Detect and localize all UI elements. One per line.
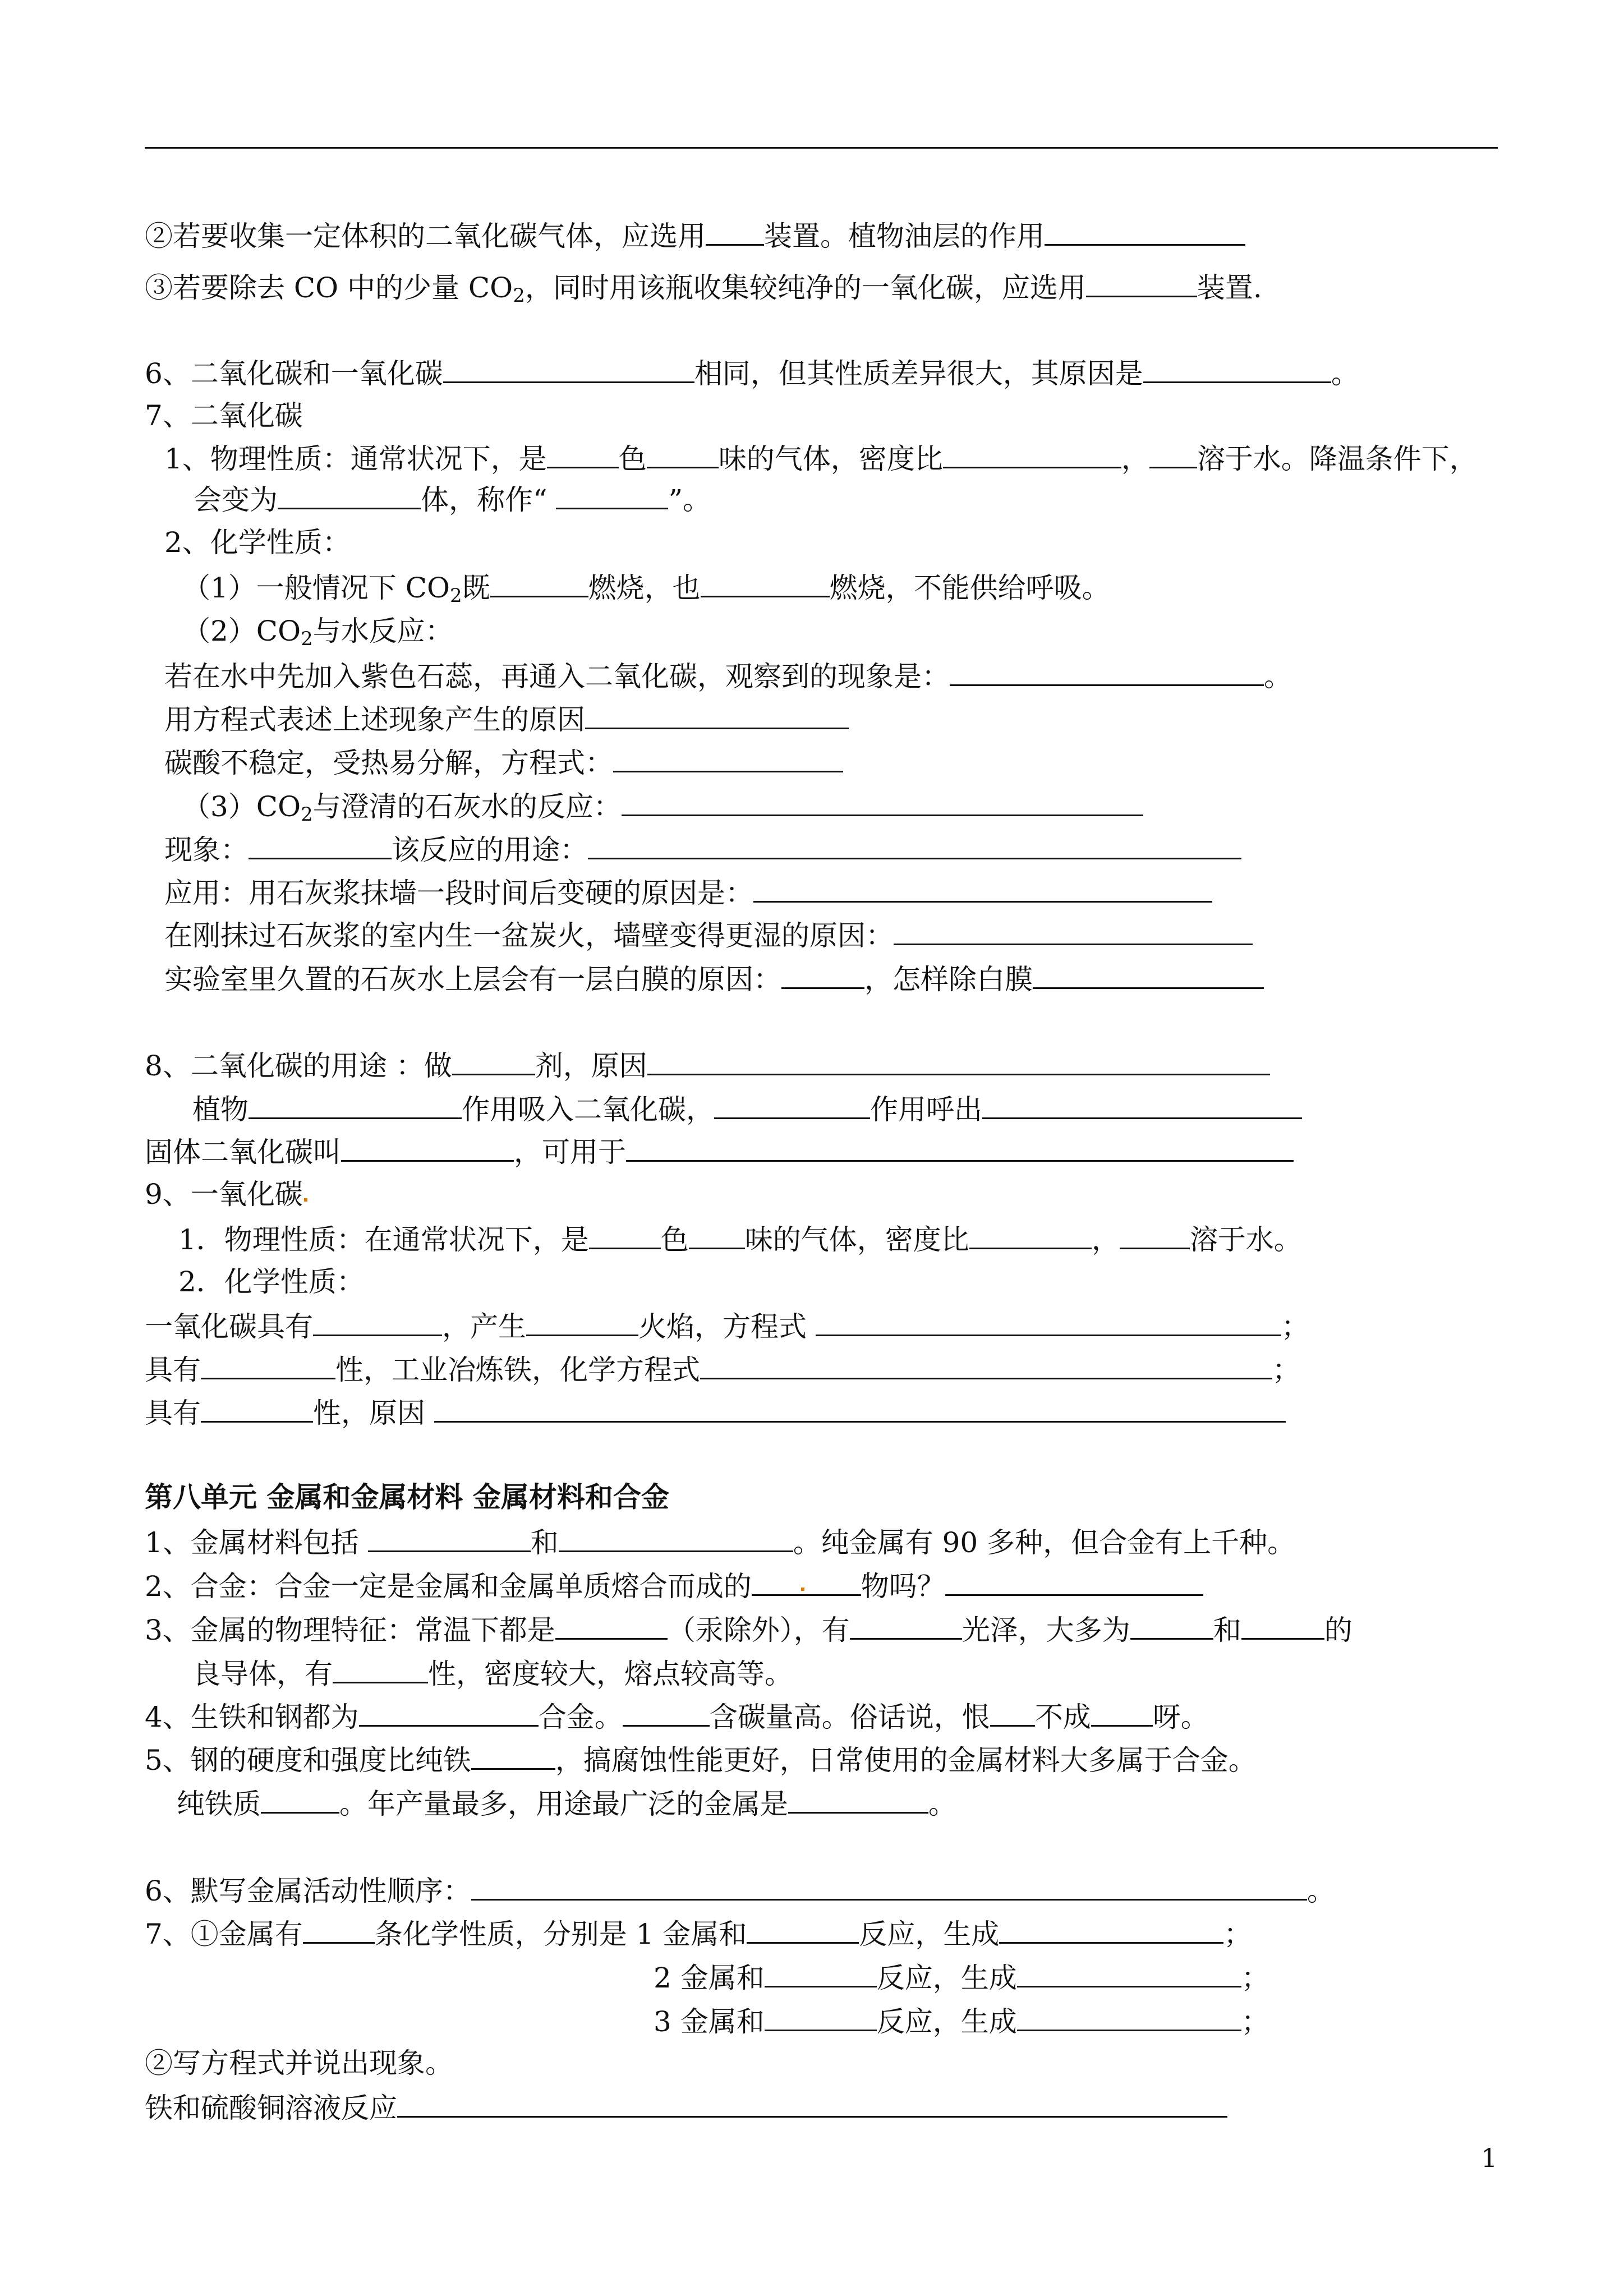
question-line <box>177 1783 956 1824</box>
answer-blank[interactable] <box>1045 215 1245 246</box>
answer-blank[interactable] <box>816 1305 1281 1336</box>
question-text: 若在水中先加入紫色石蕊，再通入二氧化碳，观察到的现象是： <box>164 660 950 693</box>
question-line <box>145 1131 1294 1172</box>
question-text: 和 <box>1213 1614 1241 1646</box>
question-text: ，同时用该瓶收集较纯净的一氧化碳，应选用 <box>525 272 1086 304</box>
question-line <box>145 1392 1286 1433</box>
question-text: 反应，生成 <box>876 2005 1017 2038</box>
question-text: 合金。 <box>538 1701 623 1733</box>
question-text: 性，原因 <box>313 1397 434 1429</box>
question-text: 的 <box>1324 1614 1352 1646</box>
question-line <box>192 1088 1302 1129</box>
question-line <box>145 1609 1352 1650</box>
question-text: 4、生铁和钢都为 <box>145 1701 359 1733</box>
question-text: 具有 <box>145 1354 201 1386</box>
answer-blank[interactable] <box>452 1045 535 1075</box>
answer-blank[interactable] <box>547 438 619 468</box>
answer-blank[interactable] <box>471 1870 1307 1901</box>
question-text: ②写方程式并说出现象。 <box>145 2047 453 2079</box>
question-line <box>145 1045 1270 1085</box>
answer-blank[interactable] <box>752 1565 861 1596</box>
header-rule <box>145 147 1498 149</box>
question-text: 含碳量高。俗话说，恨 <box>709 1701 990 1733</box>
answer-blank[interactable] <box>261 1783 339 1814</box>
question-text: ③若要除去 CO 中的少量 CO <box>145 272 513 304</box>
question-text: ； <box>1241 2005 1269 2038</box>
answer-blank[interactable] <box>1120 1218 1190 1249</box>
question-text: 7、二氧化碳 <box>145 399 303 432</box>
question-text: 。年产量最多，用途最广泛的金属是 <box>339 1788 788 1820</box>
question-line <box>164 742 843 783</box>
answer-blank[interactable] <box>303 1913 375 1944</box>
answer-blank[interactable] <box>368 1521 531 1552</box>
answer-blank[interactable] <box>647 1045 1270 1075</box>
question-text: 1．物理性质：在通常状况下，是 <box>178 1223 589 1256</box>
question-line <box>182 611 453 651</box>
answer-blank[interactable] <box>714 1088 870 1119</box>
question-text: 纯铁质 <box>177 1788 261 1820</box>
answer-blank[interactable] <box>969 1218 1092 1249</box>
subscript: 2 <box>301 803 313 826</box>
question-line <box>145 1739 1257 1780</box>
question-text: 6、默写金属活动性顺序： <box>145 1875 471 1907</box>
question-text: 具有 <box>145 1397 201 1429</box>
question-line <box>194 478 711 519</box>
answer-blank[interactable] <box>647 438 719 468</box>
question-text: 与水反应： <box>312 615 453 647</box>
question-line <box>145 1305 1309 1346</box>
question-text: 2、化学性质： <box>164 526 351 559</box>
question-line <box>164 655 1292 696</box>
answer-blank[interactable] <box>613 742 843 772</box>
answer-blank[interactable] <box>201 1349 335 1379</box>
question-text: 1、物理性质：通常状况下，是 <box>164 443 547 475</box>
question-text: 溶于水。 <box>1189 1223 1302 1256</box>
question-text: 固体二氧化碳叫 <box>145 1136 341 1168</box>
answer-blank[interactable] <box>555 1609 668 1640</box>
answer-blank[interactable] <box>850 1609 962 1640</box>
question-text: 燃烧，不能供给呼吸。 <box>829 572 1110 604</box>
subscript: 2 <box>449 585 462 607</box>
question-text: 味的气体，密度比 <box>744 1223 969 1256</box>
question-text: 燃烧，也 <box>588 572 701 604</box>
answer-blank[interactable] <box>706 215 764 246</box>
question-text: 性，工业冶炼铁，化学方程式 <box>335 1354 700 1386</box>
section-heading <box>145 396 303 435</box>
question-text: 7、①金属有 <box>145 1918 303 1950</box>
subscript: 2 <box>301 628 313 650</box>
answer-blank[interactable] <box>747 1913 859 1944</box>
question-text: 溶于水。降温条件下， <box>1197 443 1478 475</box>
question-text: 剂，原因 <box>535 1050 647 1082</box>
question-text: （汞除外），有 <box>667 1614 850 1646</box>
subscript: 2 <box>513 284 525 307</box>
question-text: 9、一氧化碳 <box>145 1178 303 1211</box>
answer-blank[interactable] <box>689 1218 745 1249</box>
answer-blank[interactable] <box>359 1696 539 1727</box>
answer-blank[interactable] <box>249 1088 462 1119</box>
question-text: 现象： <box>164 834 249 866</box>
answer-blank[interactable] <box>701 567 830 597</box>
answer-blank[interactable] <box>623 1696 710 1727</box>
answer-blank[interactable] <box>765 1957 877 1987</box>
question-text: 。 <box>1331 357 1359 390</box>
question-text: ，产生 <box>442 1310 526 1343</box>
question-text: ”。 <box>668 484 711 516</box>
question-text: 。纯金属有 90 多种，但合金有上千种。 <box>793 1526 1296 1559</box>
answer-blank[interactable] <box>765 2000 877 2031</box>
answer-blank[interactable] <box>943 438 1121 468</box>
answer-blank[interactable] <box>397 2087 1227 2118</box>
page-number: 1 <box>1481 2143 1498 2173</box>
answer-blank[interactable] <box>588 829 1241 859</box>
question-text: 8、二氧化碳的用途 ：做 <box>145 1050 452 1082</box>
answer-blank[interactable] <box>341 1131 514 1162</box>
answer-blank[interactable] <box>1033 958 1264 989</box>
question-line <box>164 914 1253 955</box>
question-text: 2．化学性质： <box>178 1266 365 1298</box>
question-text: ，怎样除白膜 <box>864 963 1033 996</box>
question-text: 反应，生成 <box>859 1918 1000 1950</box>
question-text: ； <box>1223 1918 1252 1950</box>
answer-blank[interactable] <box>894 914 1253 945</box>
question-text: ，可用于 <box>514 1136 626 1168</box>
answer-blank[interactable] <box>1241 1609 1324 1640</box>
question-text: 碳酸不稳定，受热易分解，方程式： <box>164 747 613 779</box>
question-line <box>145 266 1262 307</box>
question-line <box>145 1565 1203 1606</box>
answer-blank[interactable] <box>443 352 694 383</box>
question-text: ， <box>1091 1223 1120 1256</box>
unit-title: 第八单元 金属和金属材料 金属材料和合金 <box>145 1481 669 1513</box>
answer-blank[interactable] <box>526 1305 638 1336</box>
answer-blank[interactable] <box>622 785 1143 816</box>
answer-blank[interactable] <box>990 1696 1035 1727</box>
question-text: 良导体，有 <box>192 1658 333 1690</box>
question-text: 实验室里久置的石灰水上层会有一层白膜的原因： <box>164 963 781 996</box>
question-line <box>145 1913 1252 1954</box>
question-line <box>164 438 1478 478</box>
question-text: ②若要收集一定体积的二氧化碳气体，应选用 <box>145 220 706 252</box>
question-line <box>164 872 1212 913</box>
question-text: 6、二氧化碳和一氧化碳 <box>145 357 443 390</box>
answer-blank[interactable] <box>585 698 849 729</box>
answer-blank[interactable] <box>1017 2000 1241 2031</box>
question-line <box>145 2044 453 2083</box>
answer-blank[interactable] <box>313 1305 442 1336</box>
question-line <box>164 698 849 739</box>
question-text: 。 <box>928 1788 956 1820</box>
question-text: 3 金属和 <box>654 2005 765 2038</box>
question-text: 相同，但其性质差异很大，其原因是 <box>694 357 1143 390</box>
answer-blank[interactable] <box>982 1088 1302 1119</box>
question-text: 性，密度较大，熔点较高等。 <box>428 1658 793 1690</box>
question-line <box>182 567 1110 608</box>
question-line <box>178 1262 365 1301</box>
question-text: 。 <box>1306 1875 1335 1907</box>
answer-blank[interactable] <box>700 1349 1272 1379</box>
question-text: 2、合金：合金一定是金属和金属单质熔合而成的 <box>145 1570 752 1603</box>
question-text: 该反应的用途： <box>392 834 588 866</box>
question-text: ； <box>1272 1354 1300 1386</box>
question-text: 和 <box>530 1526 559 1559</box>
answer-blank[interactable] <box>559 1521 793 1552</box>
question-text: 与澄清的石灰水的反应： <box>312 790 622 823</box>
question-text: 味的气体，密度比 <box>718 443 943 475</box>
answer-blank[interactable] <box>753 872 1212 903</box>
question-line <box>145 2087 1227 2128</box>
answer-blank[interactable] <box>333 1653 428 1683</box>
question-text: 不成 <box>1034 1701 1091 1733</box>
question-text: （2）CO <box>182 615 301 647</box>
answer-blank[interactable] <box>1091 1696 1153 1727</box>
answer-blank[interactable] <box>201 1392 313 1423</box>
question-line <box>145 1696 1209 1737</box>
question-line <box>145 1349 1300 1389</box>
answer-blank[interactable] <box>781 958 864 989</box>
question-line <box>164 523 351 562</box>
question-line <box>164 958 1264 999</box>
question-line <box>164 829 1241 869</box>
question-text: 植物 <box>192 1093 249 1126</box>
question-text: ，搞腐蚀性能更好，日常使用的金属材料大多属于合金。 <box>555 1744 1257 1777</box>
question-text: 在刚抹过石灰浆的室内生一盆炭火，墙壁变得更湿的原因： <box>164 919 894 952</box>
question-text: （3）CO <box>182 790 301 823</box>
answer-blank[interactable] <box>278 478 421 509</box>
question-line <box>145 352 1359 393</box>
question-text: 色 <box>618 443 647 475</box>
question-line <box>145 1870 1335 1911</box>
answer-blank[interactable] <box>1086 266 1197 297</box>
answer-blank[interactable] <box>249 829 392 859</box>
section-heading <box>145 1175 307 1214</box>
question-text: 反应，生成 <box>876 1962 1017 1994</box>
question-text: ； <box>1241 1962 1269 1994</box>
question-text: 。 <box>1264 660 1292 693</box>
question-text: 条化学性质，分别是 1 金属和 <box>374 1918 747 1950</box>
question-text: 3、金属的物理特征：常温下都是 <box>145 1614 555 1646</box>
question-line <box>145 215 1245 256</box>
question-text: 既 <box>462 572 490 604</box>
question-text: 色 <box>660 1223 689 1256</box>
answer-blank[interactable] <box>999 1913 1223 1944</box>
question-text: 一氧化碳具有 <box>145 1310 313 1343</box>
question-text: 体，称作“ <box>421 484 556 516</box>
question-text: 装置。植物油层的作用 <box>764 220 1045 252</box>
question-text: 装置. <box>1197 272 1262 304</box>
answer-blank[interactable] <box>788 1783 928 1814</box>
answer-blank[interactable] <box>1017 1957 1241 1987</box>
question-line <box>145 1521 1295 1562</box>
question-text: 铁和硫酸铜溶液反应 <box>145 2092 397 2124</box>
answer-blank[interactable] <box>490 567 588 597</box>
question-text: 作用呼出 <box>870 1093 982 1126</box>
question-line <box>182 785 1143 826</box>
question-line <box>654 1957 1269 1998</box>
dot-mark <box>304 1198 307 1202</box>
answer-blank[interactable] <box>471 1739 555 1770</box>
question-text: 用方程式表述上述现象产生的原因 <box>164 703 585 736</box>
question-text: 5、钢的硬度和强度比纯铁 <box>145 1744 471 1777</box>
question-text: （1）一般情况下 CO <box>182 572 450 604</box>
question-line <box>178 1218 1302 1259</box>
answer-blank[interactable] <box>1143 352 1331 383</box>
answer-blank[interactable] <box>589 1218 661 1249</box>
question-text: 呀。 <box>1152 1701 1209 1733</box>
answer-blank[interactable] <box>626 1131 1294 1162</box>
question-text: 应用：用石灰浆抹墙一段时间后变硬的原因是： <box>164 877 753 909</box>
question-text: ， <box>1121 443 1149 475</box>
answer-blank[interactable] <box>434 1392 1286 1423</box>
question-text: 光泽，大多为 <box>961 1614 1130 1646</box>
answer-blank[interactable] <box>945 1565 1203 1596</box>
answer-blank[interactable] <box>1130 1609 1213 1640</box>
question-text: 会变为 <box>194 484 278 516</box>
question-line <box>192 1653 793 1694</box>
question-text: ； <box>1281 1310 1309 1343</box>
question-line <box>654 2000 1269 2041</box>
answer-blank[interactable] <box>950 655 1264 686</box>
answer-blank[interactable] <box>1149 438 1197 468</box>
question-text: 作用吸入二氧化碳， <box>462 1093 714 1126</box>
question-text: 2 金属和 <box>654 1962 765 1994</box>
question-text: 火焰，方程式 <box>638 1310 816 1343</box>
answer-blank[interactable] <box>556 478 668 509</box>
question-text: 1、金属材料包括 <box>145 1526 368 1559</box>
question-text: 物吗？ <box>861 1570 945 1603</box>
